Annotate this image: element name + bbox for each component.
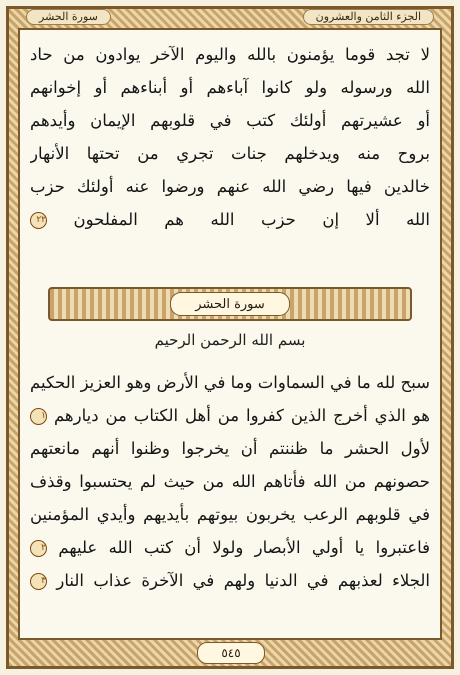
surah-title: سورة الحشر [170,292,290,316]
surah-header-banner [48,287,412,321]
verse-line: فاعتبروا يا أولي الأبصار ولولا أن كتب الله عليهم ٢ [30,531,430,564]
page-header [26,8,434,26]
quran-passage-top [30,38,430,236]
verse-line: هو الذي أخرج الذين كفروا من أهل الكتاب من ديارهم ١ [30,399,430,432]
quran-passage-bottom [30,366,430,597]
ayah-marker-icon: ٣ [30,573,47,590]
verse-line: حصونهم من الله فأتاهم الله من حيث لم يحتسبوا وقذف [30,472,430,491]
ayah-marker-icon: ١ [30,408,47,425]
ayah-marker-icon: ٢٢ [30,212,47,229]
verse-line: خالدين فيها رضي الله عنهم ورضوا عنه أولئك حزب [30,177,430,196]
page-number: ٥٤٥ [197,642,265,664]
juz-label: الجزء الثامن والعشرون [303,9,434,25]
verse-line: في قلوبهم الرعب يخربون بيوتهم بأيديهم وأيدي المؤمنين [30,505,430,524]
verse-line: الجلاء لعذبهم في الدنيا ولهم في الآخرة عذاب النار ٣ [30,564,430,597]
verse-line: لا تجد قوما يؤمنون بالله واليوم الآخر يوادون من حاد [30,45,430,64]
basmala-line: بسم الله الرحمن الرحيم [154,331,306,349]
verse-line: سبح لله ما في السماوات وما في الأرض وهو العزيز الحكيم [30,373,430,392]
verse-line: الله ألا إن حزب الله هم المفلحون ٢٢ [30,203,430,236]
verse-line: بروح منه ويدخلهم جنات تجري من تحتها الأنهار [30,144,430,163]
surah-label: سورة الحشر [26,9,111,25]
verse-line: لأول الحشر ما ظننتم أن يخرجوا وظنوا أنهم مانعتهم [30,439,430,458]
verse-line: أو عشيرتهم أولئك كتب في قلوبهم الإيمان وأيدهم [30,111,430,130]
verse-line: الله ورسوله ولو كانوا آباءهم أو أبناءهم أو إخوانهم [30,78,430,97]
ayah-marker-icon: ٢ [30,540,47,557]
